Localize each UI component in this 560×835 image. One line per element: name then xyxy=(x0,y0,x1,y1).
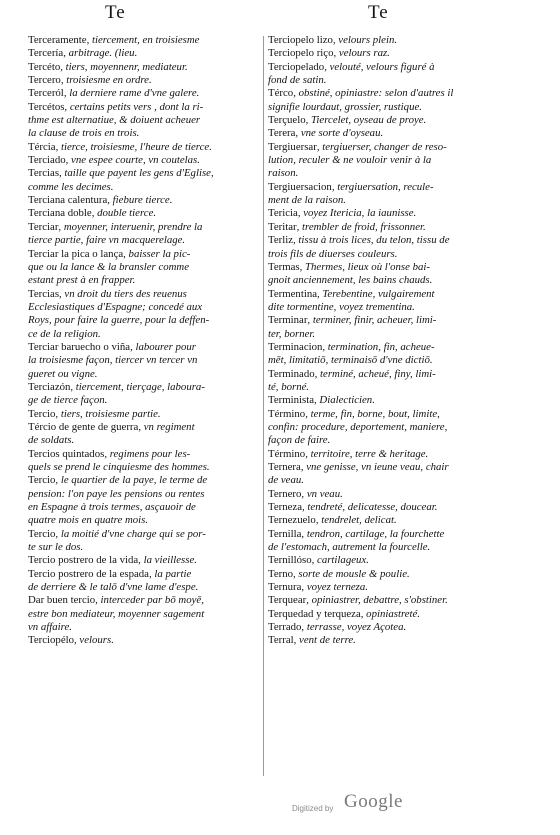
definition: , le quartier de la paye, le terme de xyxy=(55,474,208,487)
headword: Término xyxy=(268,407,306,420)
headword: Ternilla xyxy=(268,527,302,540)
entry-line xyxy=(268,101,516,114)
definition: , la derniere rame d'vne galere. xyxy=(63,87,200,100)
headword: Terera xyxy=(268,127,296,140)
headword: Terciopelo riço xyxy=(268,47,334,60)
definition: comme les decimes. xyxy=(28,180,114,193)
entry-line xyxy=(28,181,260,194)
definition: mēt, limitatiō, terminaisō d'vne dictiō. xyxy=(268,354,433,367)
entry-line xyxy=(268,154,516,167)
headword: Tercero xyxy=(28,74,61,87)
headword: Terminar xyxy=(268,314,308,327)
entry-line xyxy=(268,554,516,567)
headword: Tergiuersacion xyxy=(268,180,332,193)
digitized-label: Digitized by xyxy=(292,804,334,813)
headword: Terminado xyxy=(268,367,315,380)
definition: , Tiercelet, oyseau de proye. xyxy=(305,114,427,127)
definition: quatre mois en quatre mois. xyxy=(28,514,149,527)
definition: que ou la lance & la bransler comme xyxy=(28,260,190,273)
definition: té, borné. xyxy=(268,380,310,393)
definition: , labourer pour xyxy=(130,340,196,353)
headword: Terciana doble xyxy=(28,207,92,220)
entry-line xyxy=(28,621,260,634)
definition: , taille que payent les gens d'Eglise, xyxy=(59,167,214,180)
definition: , cartilageux. xyxy=(311,554,369,567)
headword: Terliz xyxy=(268,234,294,247)
entry-line xyxy=(28,341,260,354)
entry-line xyxy=(28,434,260,447)
right-column xyxy=(268,34,516,648)
headword: Tércia xyxy=(28,140,56,153)
headword: Terciar xyxy=(28,220,59,233)
headword: Tercio postrero de la espada xyxy=(28,567,149,580)
definition: dite tormentine, voyez trementina. xyxy=(268,300,415,313)
headword: Ternera xyxy=(268,461,301,473)
headword: Tercéto xyxy=(28,60,61,73)
definition: , troisiesme en ordre. xyxy=(60,74,152,87)
entry-line xyxy=(268,47,516,60)
entry-line xyxy=(28,61,260,74)
entry-line xyxy=(268,408,516,421)
entry-line xyxy=(268,288,516,301)
definition: , arbitrage. (lieu. xyxy=(63,47,138,60)
entry-line xyxy=(28,474,260,487)
definition: , vn regiment xyxy=(138,420,195,433)
definition: Ecclesiastiques d'Espagne; concedé aux xyxy=(28,300,203,313)
entry-line xyxy=(268,514,516,527)
entry-line xyxy=(268,568,516,581)
entry-line xyxy=(28,74,260,87)
definition: , terminé, acheué, finy, limi- xyxy=(314,367,436,380)
entry-line xyxy=(28,568,260,581)
headword: Tercería xyxy=(28,47,64,60)
headword: Terciopelo lizo xyxy=(268,34,333,46)
entry-line xyxy=(268,354,516,367)
headword: Terminacion xyxy=(268,340,323,353)
definition: , tissu à trois lices, du telon, tissu de xyxy=(293,234,450,247)
headword: Tercio xyxy=(28,474,56,487)
entry-line xyxy=(28,488,260,501)
running-head-right: Te xyxy=(368,2,389,23)
definition: , baisser la pic- xyxy=(123,247,191,260)
definition: , terme, fin, borne, bout, limite, xyxy=(305,407,440,420)
headword: Tergiuersar xyxy=(268,140,317,153)
entry-line xyxy=(268,141,516,154)
entry-line xyxy=(268,394,516,407)
definition: , obstiné, opiniastre: selon d'autres il xyxy=(293,87,454,100)
headword: Terno xyxy=(268,567,294,580)
entry-line xyxy=(268,528,516,541)
definition: , opiniastreté. xyxy=(360,607,421,620)
entry-line xyxy=(28,154,260,167)
definition: lution, reculer & ne vouloir venir à la xyxy=(268,154,432,167)
definition: , tiercement, en troisiesme xyxy=(86,34,200,46)
entry-line xyxy=(268,87,516,100)
entry-line xyxy=(28,314,260,327)
definition: , trembler de froid, frissonner. xyxy=(296,220,426,233)
definition: estre bon mediateur, moyenner sagement xyxy=(28,607,205,620)
entry-line xyxy=(28,127,260,140)
definition: ce de la religion. xyxy=(28,327,101,340)
definition: , velours plein. xyxy=(332,34,398,46)
entry-line xyxy=(28,47,260,60)
entry-line xyxy=(28,541,260,554)
entry-line xyxy=(268,594,516,607)
definition: confin: procedure, deportement, maniere, xyxy=(268,420,448,433)
definition: tierce partie, faire vn macquerelage. xyxy=(28,234,186,247)
definition: de veau. xyxy=(268,474,304,487)
headword: Ternillóso xyxy=(268,554,312,567)
running-head-left: Te xyxy=(105,2,126,23)
entry-line xyxy=(28,194,260,207)
definition: , tendrelet, delicat. xyxy=(315,514,397,527)
definition: gnoit anciennement, les bains chauds. xyxy=(268,274,433,287)
entry-line xyxy=(28,554,260,567)
definition: , tergiuersation, recule- xyxy=(331,180,434,193)
definition: , vne sorte d'oyseau. xyxy=(295,127,384,140)
entry-line xyxy=(28,248,260,261)
definition: , regimens pour les- xyxy=(104,447,191,460)
headword: Terrado xyxy=(268,621,302,634)
definition: , terminer, finir, acheuer, limi- xyxy=(307,314,437,327)
entry-line xyxy=(268,448,516,461)
headword: Termas xyxy=(268,260,300,273)
entry-line xyxy=(28,328,260,341)
definition: façon de faire. xyxy=(268,434,331,447)
headword: Tercias xyxy=(28,167,60,180)
headword: Tericia xyxy=(268,207,298,220)
definition: signifie lourdaut, grossier, rustique. xyxy=(268,100,422,113)
entry-line xyxy=(28,87,260,100)
google-logo: Google xyxy=(344,791,403,812)
entry-line xyxy=(268,541,516,554)
entry-line xyxy=(28,207,260,220)
headword: Tércio de gente de guerra xyxy=(28,420,139,433)
headword: Tercio xyxy=(28,527,56,540)
entry-line xyxy=(28,234,260,247)
definition: , interceder par bō moyē, xyxy=(95,594,204,607)
column-divider xyxy=(263,36,264,776)
entry-line xyxy=(28,354,260,367)
entry-line xyxy=(268,274,516,287)
definition: , territoire, terre & heritage. xyxy=(305,447,429,460)
definition: estant prest à en frapper. xyxy=(28,274,136,287)
entry-line xyxy=(28,608,260,621)
definition: la clause de trois en trois. xyxy=(28,127,140,140)
entry-line xyxy=(268,34,516,47)
definition: ter, borner. xyxy=(268,327,316,340)
headword: Térco xyxy=(268,87,294,100)
entry-line xyxy=(28,634,260,647)
entry-line xyxy=(268,261,516,274)
definition: , termination, fin, acheue- xyxy=(322,340,435,353)
headword: Terminista xyxy=(268,394,315,407)
headword: Terceramente xyxy=(28,34,87,46)
entry-line xyxy=(268,621,516,634)
definition: en Espagne à trois termes, asçauoir de xyxy=(28,501,196,514)
definition: la troisiesme façon, tiercer vn tercer vn xyxy=(28,354,198,367)
headword: Terciazón xyxy=(28,380,71,393)
entry-line xyxy=(268,341,516,354)
entry-line xyxy=(268,488,516,501)
headword: Terçuelo xyxy=(268,114,306,127)
headword: Terciopelado xyxy=(268,60,325,73)
entry-line xyxy=(28,274,260,287)
headword: Ternura xyxy=(268,581,302,594)
entry-line xyxy=(28,167,260,180)
entry-line xyxy=(28,528,260,541)
definition: fond de satin. xyxy=(268,74,327,87)
entry-line xyxy=(268,61,516,74)
entry-line xyxy=(268,461,516,474)
definition: , velouté, velours figuré à xyxy=(324,60,435,73)
headword: Tercio postrero de la vida xyxy=(28,554,139,567)
headword: Dar buen tercio xyxy=(28,594,96,607)
entry-line xyxy=(28,594,260,607)
definition: Roys, pour faire la guerre, pour la deffen- xyxy=(28,314,210,327)
definition: de derriere & le talō d'vne lame d'espe. xyxy=(28,581,199,594)
definition: , tendreté, delicatesse, doucear. xyxy=(302,501,438,514)
entry-line xyxy=(28,461,260,474)
entry-line xyxy=(268,221,516,234)
headword: Terceról xyxy=(28,87,64,100)
definition: , Terebentine, vulgairement xyxy=(317,287,435,300)
definition: , voyez Itericia, la iaunisse. xyxy=(297,207,417,220)
entry-line xyxy=(28,448,260,461)
definition: , tiercement, tierçage, laboura- xyxy=(70,380,205,393)
entry-line xyxy=(28,581,260,594)
definition: vn affaire. xyxy=(28,621,72,634)
entry-line xyxy=(28,381,260,394)
definition: , vne espee courte, vn coutelas. xyxy=(65,154,200,167)
definition: , Thermes, lieux où l'onse bai- xyxy=(299,260,430,273)
entry-line xyxy=(28,501,260,514)
definition: , vne genisse, vn ieune veau, chair xyxy=(300,461,449,473)
entry-line xyxy=(28,141,260,154)
entry-line xyxy=(28,288,260,301)
headword: Ternero xyxy=(268,487,302,500)
definition: ge de tierce façon. xyxy=(28,394,108,407)
definition: , tendron, cartilage, la fourchette xyxy=(301,527,445,540)
entry-line xyxy=(268,234,516,247)
definition: , velours. xyxy=(74,634,114,647)
entry-line xyxy=(268,314,516,327)
definition: , tiers, troisiesme partie. xyxy=(55,407,161,420)
entry-line xyxy=(268,207,516,220)
definition: ment de la raison. xyxy=(268,194,346,207)
headword: Término xyxy=(268,447,306,460)
entry-line xyxy=(268,608,516,621)
definition: , voyez terneza. xyxy=(301,581,368,594)
entry-line xyxy=(28,34,260,47)
entry-line xyxy=(28,221,260,234)
definition: , vent de terre. xyxy=(293,634,356,647)
definition: trois fils de diuerses couleurs. xyxy=(268,247,398,260)
headword: Terciado xyxy=(28,154,66,167)
headword: Tercétos xyxy=(28,100,65,113)
definition: , fiebure tierce. xyxy=(107,194,173,207)
definition: , sorte de mousle & poulie. xyxy=(293,567,410,580)
entry-line xyxy=(268,421,516,434)
definition: , double tierce. xyxy=(91,207,157,220)
definition: , vn veau. xyxy=(301,487,343,500)
headword: Ternezuelo xyxy=(268,514,316,527)
definition: de soldats. xyxy=(28,434,75,447)
entry-line xyxy=(268,381,516,394)
entry-line xyxy=(28,368,260,381)
definition: raison. xyxy=(268,167,299,180)
definition: , tiers, moyennenr, mediateur. xyxy=(60,60,188,73)
definition: thme est alternatiue, & doiuent acheuer xyxy=(28,114,201,127)
definition: , la vieillesse. xyxy=(138,554,197,567)
headword: Terquear xyxy=(268,594,307,607)
entry-line xyxy=(268,501,516,514)
headword: Termentina xyxy=(268,287,318,300)
headword: Terciana calentura xyxy=(28,194,108,207)
entry-line xyxy=(28,301,260,314)
definition: , certains petits vers , dont la ri- xyxy=(64,100,204,113)
entry-line xyxy=(268,474,516,487)
definition: , tierce, troisiesme, l'heure de tierce. xyxy=(55,140,212,153)
entry-line xyxy=(28,261,260,274)
headword: Terciar baruecho o viña xyxy=(28,340,131,353)
definition: , vn droit du tiers des reuenus xyxy=(59,287,187,300)
entry-line xyxy=(268,301,516,314)
entry-line xyxy=(268,328,516,341)
entry-line xyxy=(268,434,516,447)
definition: , la partie xyxy=(148,567,192,580)
headword: Terquedad y terqueza xyxy=(268,607,361,620)
definition: , opiniastrer, debattre, s'obstiner. xyxy=(306,594,448,607)
entry-line xyxy=(268,181,516,194)
entry-line xyxy=(268,114,516,127)
definition: pension: l'on paye les pensions ou rentes xyxy=(28,487,205,500)
entry-line xyxy=(28,421,260,434)
definition: , terrasse, voyez Açotea. xyxy=(301,621,407,634)
entry-line xyxy=(28,514,260,527)
entry-line xyxy=(28,114,260,127)
entry-line xyxy=(268,581,516,594)
entry-line xyxy=(268,368,516,381)
definition: quels se prend le cinquiesme des hommes. xyxy=(28,461,210,473)
left-column xyxy=(28,34,260,648)
entry-line xyxy=(268,634,516,647)
entry-line xyxy=(268,167,516,180)
entry-line xyxy=(268,74,516,87)
definition: , velours raz. xyxy=(333,47,390,60)
definition: , la moitié d'vne charge qui se por- xyxy=(55,527,206,540)
entry-line xyxy=(268,248,516,261)
entry-line xyxy=(268,194,516,207)
entry-line xyxy=(28,408,260,421)
definition: te sur le dos. xyxy=(28,541,84,554)
entry-line xyxy=(28,101,260,114)
definition: gueret ou vigne. xyxy=(28,367,98,380)
headword: Tercios quintados xyxy=(28,447,105,460)
headword: Terneza xyxy=(268,501,303,514)
entry-line xyxy=(268,127,516,140)
headword: Tercio xyxy=(28,407,56,420)
headword: Tercias xyxy=(28,287,60,300)
headword: Teritar xyxy=(268,220,297,233)
headword: Terciopélo xyxy=(28,634,75,647)
definition: , moyenner, interuenir, prendre la xyxy=(58,220,203,233)
definition: , Dialecticien. xyxy=(314,394,375,407)
definition: , tergiuerser, changer de reso- xyxy=(316,140,447,153)
definition: de l'estomach, autrement la fourcelle. xyxy=(268,541,431,554)
entry-line xyxy=(28,394,260,407)
headword: Terciar la pica o lança xyxy=(28,247,124,260)
headword: Terral xyxy=(268,634,294,647)
